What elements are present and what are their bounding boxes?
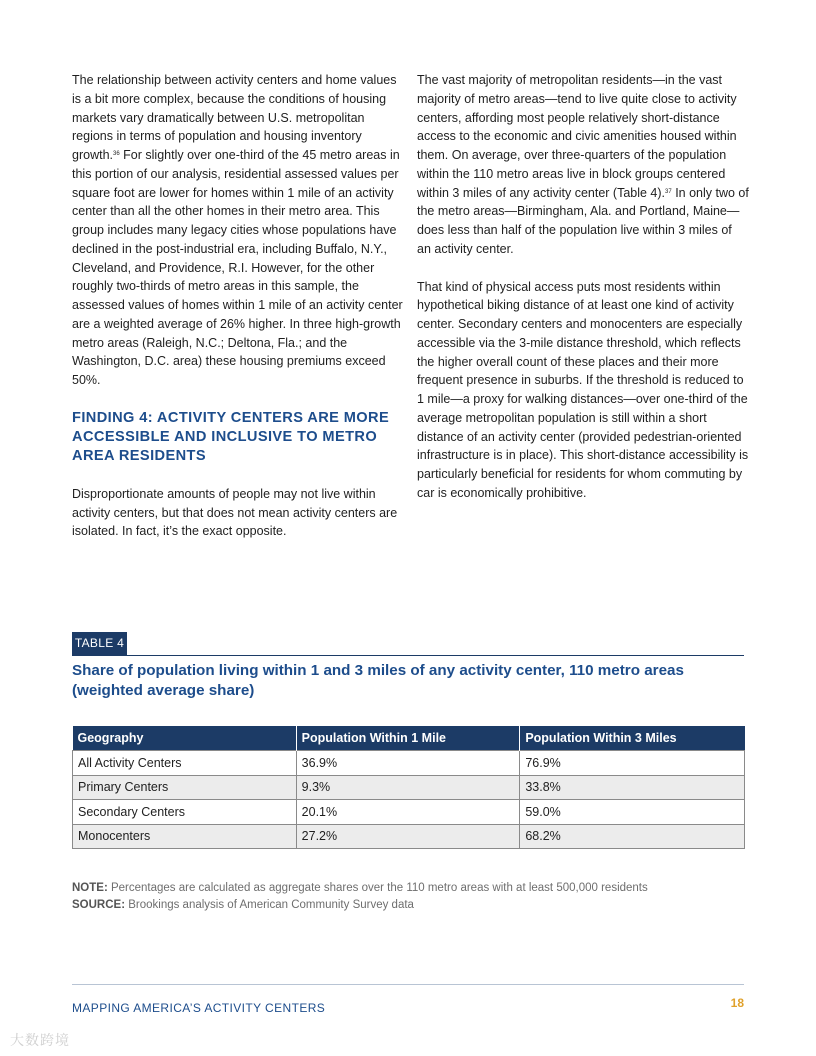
table-row: [73, 824, 745, 849]
watermark: 大数跨境: [10, 1032, 70, 1048]
table-cell: 59.0%: [520, 800, 745, 825]
table-cell: 76.9%: [520, 751, 745, 776]
table-row: [73, 775, 745, 800]
column-header-within-1-mile: Population Within 1 Mile: [296, 726, 520, 751]
table-cell: 27.2%: [296, 824, 520, 849]
table-divider: [72, 655, 744, 656]
footer-divider: [72, 984, 744, 985]
table-header-row: [73, 726, 745, 751]
column-header-within-3-miles: Population Within 3 Miles: [520, 726, 745, 751]
table-cell: Primary Centers: [73, 775, 297, 800]
table-notes: [72, 880, 648, 914]
table-cell: 20.1%: [296, 800, 520, 825]
body-paragraph: The vast majority of metropolitan residents—in the vast majority of metro areas—tend to live quite close to activity centers, affording most people relatively short-distance access to the economic and civic amenities housed within them. On average, over three-quarters of the population within the 110 metro areas live in block groups centered within 3 miles of any activity center (Table 4).$^{37}$ In only two of the metro areas—Birmingham, Ala. and Portland, Maine—does less than half of the population live within 3 miles of an activity center.: [417, 73, 749, 256]
footnote-ref[interactable]: 36: [113, 151, 120, 157]
table-cell: Monocenters: [73, 824, 297, 849]
table-tag: TABLE 4: [72, 632, 127, 655]
table-cell: 68.2%: [520, 824, 745, 849]
body-paragraph: Disproportionate amounts of people may not live within activity centers, but that does not mean activity centers are isolated. In fact, it’s the exact opposite.: [72, 486, 398, 539]
left-column: [72, 71, 404, 560]
footnote-ref[interactable]: 37: [665, 188, 672, 195]
table-cell: 9.3%: [296, 775, 520, 800]
data-table: [72, 726, 745, 849]
table-row: [73, 751, 745, 776]
page-number: 18: [730, 996, 744, 1010]
right-column: [417, 71, 749, 522]
body-paragraph: That kind of physical access puts most residents within hypothetical biking distance of at least one kind of activity center. Secondary centers and monocenters are especially accessible via the 3-mile distance threshold, which reflects the higher overall count of these places and their more frequent presence in suburbs. If the threshold is reduced to 1 mile—a proxy for walking distances—over one-third of the average metropolitan population is still within a short distance of an activity center (provided pedestrian-oriented infrastructure is in place). This short-distance accessibility is particularly beneficial for residents for whom commuting by car is economically prohibitive.: [417, 279, 749, 500]
table-cell: Secondary Centers: [73, 800, 297, 825]
table-cell: All Activity Centers: [73, 751, 297, 776]
table-title: Share of population living within 1 and 3 miles of any activity center, 110 metro areas (weighted average share): [72, 662, 684, 699]
column-header-geography: Geography: [73, 726, 297, 751]
body-paragraph: The relationship between activity centers and home values is a bit more complex, because the conditions of housing markets vary dramatically between U.S. metropolitan regions in terms of population and housing inventory growth.$^{36}$ For slightly over one-third of the 45 metro areas in this portion of our analysis, residential assessed values per square foot are lower for homes within 1 mile of an activity center than all the other homes in their metro area. This group includes many legacy cities whose populations have declined in the post-industrial era, including Buffalo, N.Y., Cleveland, and Providence, R.I. However, for the other roughly two-thirds of metro areas in this sample, the assessed values of homes within 1 mile of an activity center are a weighted average of 26% higher. In three high-growth metro areas (Raleigh, N.C.; Deltona, Fla.; and the Washington, D.C. area) these housing premiums exceed 50%.: [72, 73, 403, 387]
source-line: SOURCE: Brookings analysis of American Community Survey data: [72, 899, 414, 911]
table-cell: 36.9%: [296, 751, 520, 776]
table-cell: 33.8%: [520, 775, 745, 800]
table-row: [73, 800, 745, 825]
finding-heading: FINDING 4: ACTIVITY CENTERS ARE MORE ACCESSIBLE AND INCLUSIVE TO METRO AREA RESIDENTS: [72, 409, 390, 464]
note-line: NOTE: Percentages are calculated as aggregate shares over the 110 metro areas with at least 500,000 residents: [72, 882, 648, 894]
footer-title: MAPPING AMERICA’S ACTIVITY CENTERS: [72, 1001, 326, 1015]
